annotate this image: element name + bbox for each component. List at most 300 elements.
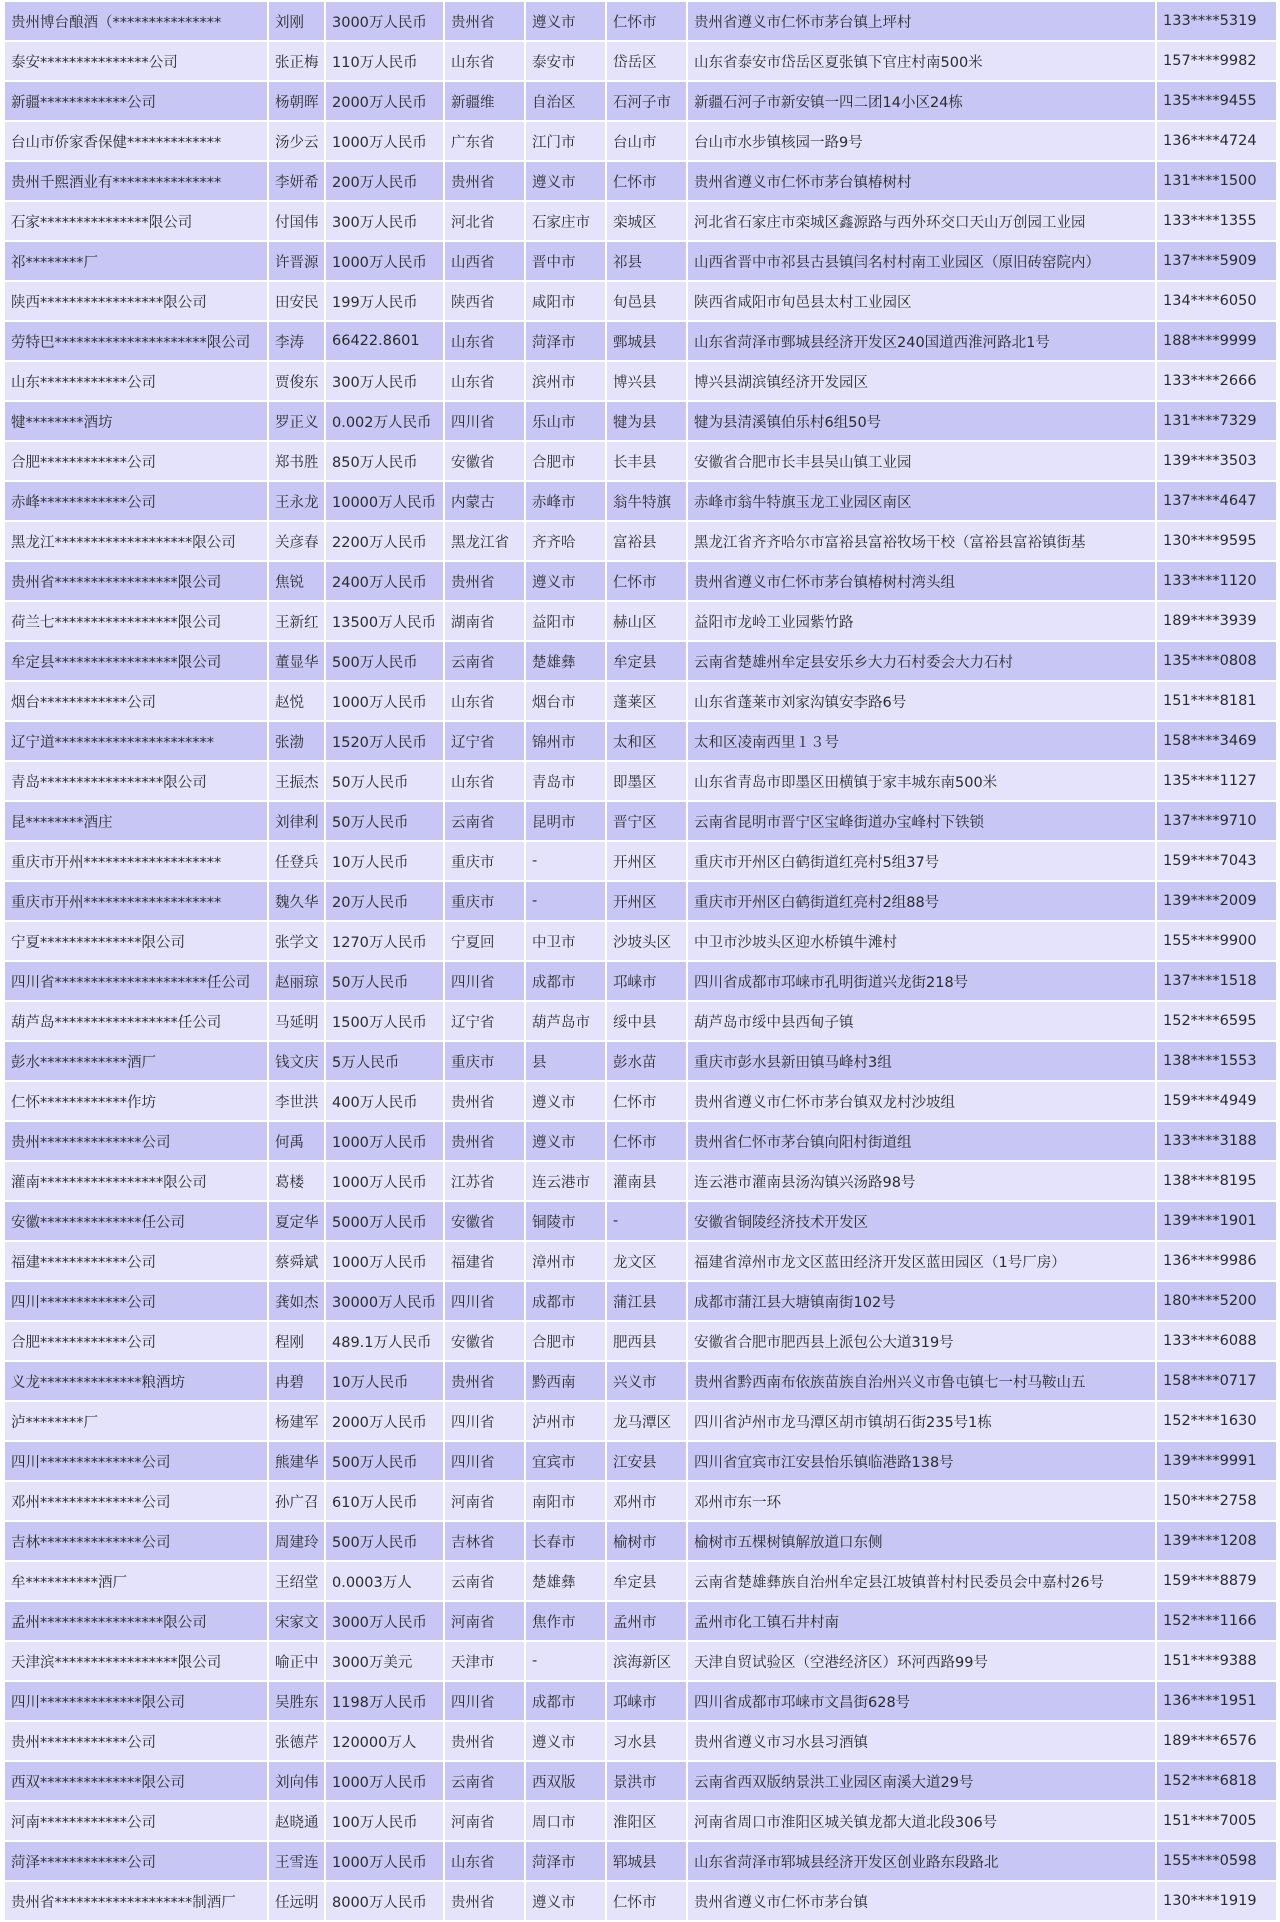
registered-capital-cell: 110万人民币: [326, 42, 443, 80]
city-cell: 赤峰市: [526, 482, 605, 520]
phone-cell: 139****2009: [1157, 882, 1276, 920]
table-row: [5, 1402, 1276, 1440]
city-cell: 泸州市: [526, 1402, 605, 1440]
province-cell: 辽宁省: [445, 722, 524, 760]
legal-representative-cell: 魏久华: [269, 882, 324, 920]
legal-representative-cell: 王雪连: [269, 1842, 324, 1880]
district-cell: 习水县: [607, 1722, 686, 1760]
address-cell: 山东省菏泽市郓城县经济开发区创业路东段路北: [688, 1842, 1155, 1880]
company-name-cell: 贵州************公司: [5, 1722, 267, 1760]
company-name-cell: 黑龙江*******************限公司: [5, 522, 267, 560]
registered-capital-cell: 199万人民币: [326, 282, 443, 320]
address-cell: 犍为县清溪镇伯乐村6组50号: [688, 402, 1155, 440]
legal-representative-cell: 刘向伟: [269, 1762, 324, 1800]
company-name-cell: 重庆市开州*******************: [5, 842, 267, 880]
table-row: [5, 882, 1276, 920]
legal-representative-cell: 任登兵: [269, 842, 324, 880]
table-row: [5, 802, 1276, 840]
city-cell: 益阳市: [526, 602, 605, 640]
legal-representative-cell: 赵悦: [269, 682, 324, 720]
legal-representative-cell: 董显华: [269, 642, 324, 680]
table-row: [5, 1282, 1276, 1320]
phone-cell: 159****8879: [1157, 1562, 1276, 1600]
address-cell: 赤峰市翁牛特旗玉龙工业园区南区: [688, 482, 1155, 520]
address-cell: 贵州省遵义市仁怀市茅台镇上坪村: [688, 2, 1155, 40]
province-cell: 云南省: [445, 642, 524, 680]
company-name-cell: 天津滨*****************限公司: [5, 1642, 267, 1680]
city-cell: 漳州市: [526, 1242, 605, 1280]
province-cell: 山东省: [445, 322, 524, 360]
registered-capital-cell: 50万人民币: [326, 802, 443, 840]
province-cell: 重庆市: [445, 842, 524, 880]
address-cell: 山东省青岛市即墨区田横镇于家丰城东南500米: [688, 762, 1155, 800]
legal-representative-cell: 熊建华: [269, 1442, 324, 1480]
registered-capital-cell: 1000万人民币: [326, 122, 443, 160]
phone-cell: 133****1355: [1157, 202, 1276, 240]
phone-cell: 189****6576: [1157, 1722, 1276, 1760]
company-name-cell: 灌南*****************限公司: [5, 1162, 267, 1200]
registered-capital-cell: 5000万人民币: [326, 1202, 443, 1240]
company-name-cell: 义龙**************粮酒坊: [5, 1362, 267, 1400]
phone-cell: 157****9982: [1157, 42, 1276, 80]
district-cell: 邛崃市: [607, 962, 686, 1000]
city-cell: 石家庄市: [526, 202, 605, 240]
company-name-cell: 泰安***************公司: [5, 42, 267, 80]
registered-capital-cell: 850万人民币: [326, 442, 443, 480]
company-name-cell: 邓州**************公司: [5, 1482, 267, 1520]
address-cell: 河北省石家庄市栾城区鑫源路与西外环交口天山万创园工业园: [688, 202, 1155, 240]
company-name-cell: 贵州省*******************制酒厂: [5, 1882, 267, 1920]
district-cell: 开州区: [607, 882, 686, 920]
registered-capital-cell: 3000万美元: [326, 1642, 443, 1680]
province-cell: 山东省: [445, 1842, 524, 1880]
table-row: [5, 1362, 1276, 1400]
city-cell: 成都市: [526, 1682, 605, 1720]
district-cell: 石河子市: [607, 82, 686, 120]
registered-capital-cell: 500万人民币: [326, 642, 443, 680]
city-cell: -: [526, 882, 605, 920]
registered-capital-cell: 2000万人民币: [326, 82, 443, 120]
city-cell: 遵义市: [526, 1722, 605, 1760]
province-cell: 山西省: [445, 242, 524, 280]
phone-cell: 150****2758: [1157, 1482, 1276, 1520]
company-name-cell: 四川**************公司: [5, 1442, 267, 1480]
table-row: [5, 1882, 1276, 1920]
table-row: [5, 602, 1276, 640]
legal-representative-cell: 吴胜东: [269, 1682, 324, 1720]
province-cell: 新疆维: [445, 82, 524, 120]
legal-representative-cell: 赵晓通: [269, 1802, 324, 1840]
legal-representative-cell: 杨朝晖: [269, 82, 324, 120]
province-cell: 福建省: [445, 1242, 524, 1280]
district-cell: 龙马潭区: [607, 1402, 686, 1440]
table-row: [5, 2, 1276, 40]
table-row: [5, 1242, 1276, 1280]
address-cell: 贵州省遵义市习水县习酒镇: [688, 1722, 1155, 1760]
legal-representative-cell: 汤少云: [269, 122, 324, 160]
company-name-cell: 宁夏**************限公司: [5, 922, 267, 960]
phone-cell: 130****9595: [1157, 522, 1276, 560]
province-cell: 四川省: [445, 1682, 524, 1720]
phone-cell: 152****1630: [1157, 1402, 1276, 1440]
table-row: [5, 1722, 1276, 1760]
company-name-cell: 四川省*********************任公司: [5, 962, 267, 1000]
province-cell: 山东省: [445, 762, 524, 800]
legal-representative-cell: 刘律利: [269, 802, 324, 840]
city-cell: 青岛市: [526, 762, 605, 800]
registered-capital-cell: 2400万人民币: [326, 562, 443, 600]
province-cell: 陕西省: [445, 282, 524, 320]
phone-cell: 180****5200: [1157, 1282, 1276, 1320]
registered-capital-cell: 0.0003万人: [326, 1562, 443, 1600]
phone-cell: 152****6595: [1157, 1002, 1276, 1040]
address-cell: 四川省成都市邛崃市文昌街628号: [688, 1682, 1155, 1720]
table-row: [5, 762, 1276, 800]
province-cell: 四川省: [445, 1442, 524, 1480]
city-cell: 泰安市: [526, 42, 605, 80]
company-name-cell: 陕西*****************限公司: [5, 282, 267, 320]
company-name-cell: 河南************公司: [5, 1802, 267, 1840]
address-cell: 福建省漳州市龙文区蓝田经济开发区蓝田园区（1号厂房）: [688, 1242, 1155, 1280]
district-cell: 长丰县: [607, 442, 686, 480]
registered-capital-cell: 1000万人民币: [326, 1762, 443, 1800]
legal-representative-cell: 李涛: [269, 322, 324, 360]
address-cell: 贵州省遵义市仁怀市茅台镇: [688, 1882, 1155, 1920]
province-cell: 天津市: [445, 1642, 524, 1680]
legal-representative-cell: 王振杰: [269, 762, 324, 800]
district-cell: 兴义市: [607, 1362, 686, 1400]
district-cell: 晋宁区: [607, 802, 686, 840]
company-name-cell: 牟**********酒厂: [5, 1562, 267, 1600]
company-name-cell: 重庆市开州*******************: [5, 882, 267, 920]
city-cell: 葫芦岛市: [526, 1002, 605, 1040]
registered-capital-cell: 66422.8601: [326, 322, 443, 360]
registered-capital-cell: 489.1万人民币: [326, 1322, 443, 1360]
address-cell: 榆树市五棵树镇解放道口东侧: [688, 1522, 1155, 1560]
phone-cell: 135****1127: [1157, 762, 1276, 800]
province-cell: 贵州省: [445, 562, 524, 600]
district-cell: 龙文区: [607, 1242, 686, 1280]
registered-capital-cell: 300万人民币: [326, 362, 443, 400]
legal-representative-cell: 喻正中: [269, 1642, 324, 1680]
company-name-cell: 贵州**************公司: [5, 1122, 267, 1160]
phone-cell: 136****4724: [1157, 122, 1276, 160]
phone-cell: 137****1518: [1157, 962, 1276, 1000]
phone-cell: 138****1553: [1157, 1042, 1276, 1080]
phone-cell: 133****2666: [1157, 362, 1276, 400]
province-cell: 河南省: [445, 1802, 524, 1840]
district-cell: 沙坡头区: [607, 922, 686, 960]
phone-cell: 133****3188: [1157, 1122, 1276, 1160]
address-cell: 中卫市沙坡头区迎水桥镇牛滩村: [688, 922, 1155, 960]
city-cell: 滨州市: [526, 362, 605, 400]
phone-cell: 155****0598: [1157, 1842, 1276, 1880]
province-cell: 内蒙古: [445, 482, 524, 520]
city-cell: 锦州市: [526, 722, 605, 760]
phone-cell: 137****9710: [1157, 802, 1276, 840]
table-row: [5, 242, 1276, 280]
table-row: [5, 42, 1276, 80]
legal-representative-cell: 任远明: [269, 1882, 324, 1920]
address-cell: 重庆市开州区白鹤街道红亮村2组88号: [688, 882, 1155, 920]
province-cell: 贵州省: [445, 1082, 524, 1120]
city-cell: 县: [526, 1042, 605, 1080]
company-name-cell: 四川**************限公司: [5, 1682, 267, 1720]
registered-capital-cell: 1520万人民币: [326, 722, 443, 760]
district-cell: 江安县: [607, 1442, 686, 1480]
company-name-cell: 彭水************酒厂: [5, 1042, 267, 1080]
company-name-cell: 山东************公司: [5, 362, 267, 400]
district-cell: 滨海新区: [607, 1642, 686, 1680]
company-name-cell: 祁********厂: [5, 242, 267, 280]
company-name-cell: 新疆************公司: [5, 82, 267, 120]
province-cell: 广东省: [445, 122, 524, 160]
district-cell: 郓城县: [607, 1842, 686, 1880]
table-row: [5, 362, 1276, 400]
company-name-cell: 福建************公司: [5, 1242, 267, 1280]
phone-cell: 135****0808: [1157, 642, 1276, 680]
company-name-cell: 劳特巴*********************限公司: [5, 322, 267, 360]
address-cell: 云南省楚雄州牟定县安乐乡大力石村委会大力石村: [688, 642, 1155, 680]
province-cell: 河北省: [445, 202, 524, 240]
province-cell: 安徽省: [445, 1322, 524, 1360]
registered-capital-cell: 3000万人民币: [326, 1602, 443, 1640]
legal-representative-cell: 冉碧: [269, 1362, 324, 1400]
table-row: [5, 122, 1276, 160]
province-cell: 安徽省: [445, 442, 524, 480]
province-cell: 湖南省: [445, 602, 524, 640]
company-name-cell: 安徽**************任公司: [5, 1202, 267, 1240]
district-cell: 邛崃市: [607, 1682, 686, 1720]
address-cell: 孟州市化工镇石井村南: [688, 1602, 1155, 1640]
address-cell: 贵州省仁怀市茅台镇向阳村街道组: [688, 1122, 1155, 1160]
table-row: [5, 162, 1276, 200]
city-cell: 遵义市: [526, 2, 605, 40]
table-row: [5, 962, 1276, 1000]
table-row: [5, 282, 1276, 320]
address-cell: 太和区凌南西里１３号: [688, 722, 1155, 760]
registered-capital-cell: 200万人民币: [326, 162, 443, 200]
city-cell: 自治区: [526, 82, 605, 120]
province-cell: 山东省: [445, 362, 524, 400]
company-name-cell: 烟台************公司: [5, 682, 267, 720]
address-cell: 台山市水步镇核园一路9号: [688, 122, 1155, 160]
phone-cell: 139****1901: [1157, 1202, 1276, 1240]
district-cell: 赫山区: [607, 602, 686, 640]
address-cell: 四川省宜宾市江安县怡乐镇临港路138号: [688, 1442, 1155, 1480]
company-name-cell: 吉林**************公司: [5, 1522, 267, 1560]
address-cell: 安徽省铜陵经济技术开发区: [688, 1202, 1155, 1240]
company-name-cell: 青岛*****************限公司: [5, 762, 267, 800]
legal-representative-cell: 赵丽琼: [269, 962, 324, 1000]
district-cell: 即墨区: [607, 762, 686, 800]
table-row: [5, 402, 1276, 440]
registered-capital-cell: 500万人民币: [326, 1522, 443, 1560]
table-row: [5, 842, 1276, 880]
registered-capital-cell: 1198万人民币: [326, 1682, 443, 1720]
legal-representative-cell: 付国伟: [269, 202, 324, 240]
district-cell: 仁怀市: [607, 1082, 686, 1120]
legal-representative-cell: 葛楼: [269, 1162, 324, 1200]
district-cell: 鄄城县: [607, 322, 686, 360]
legal-representative-cell: 周建玲: [269, 1522, 324, 1560]
table-row: [5, 1642, 1276, 1680]
phone-cell: 159****7043: [1157, 842, 1276, 880]
city-cell: 焦作市: [526, 1602, 605, 1640]
legal-representative-cell: 马延明: [269, 1002, 324, 1040]
city-cell: 咸阳市: [526, 282, 605, 320]
company-name-cell: 泸********厂: [5, 1402, 267, 1440]
city-cell: 长春市: [526, 1522, 605, 1560]
address-cell: 黑龙江省齐齐哈尔市富裕县富裕牧场干校（富裕县富裕镇街基: [688, 522, 1155, 560]
district-cell: 翁牛特旗: [607, 482, 686, 520]
province-cell: 贵州省: [445, 1362, 524, 1400]
registered-capital-cell: 500万人民币: [326, 1442, 443, 1480]
table-row: [5, 1762, 1276, 1800]
city-cell: 遵义市: [526, 1882, 605, 1920]
city-cell: 楚雄彝: [526, 1562, 605, 1600]
table-row: [5, 1442, 1276, 1480]
registered-capital-cell: 120000万人: [326, 1722, 443, 1760]
legal-representative-cell: 贾俊东: [269, 362, 324, 400]
phone-cell: 133****6088: [1157, 1322, 1276, 1360]
company-name-cell: 石家***************限公司: [5, 202, 267, 240]
address-cell: 四川省成都市邛崃市孔明街道兴龙街218号: [688, 962, 1155, 1000]
city-cell: 成都市: [526, 962, 605, 1000]
address-cell: 成都市蒲江县大塘镇南街102号: [688, 1282, 1155, 1320]
province-cell: 贵州省: [445, 1722, 524, 1760]
city-cell: 遵义市: [526, 562, 605, 600]
legal-representative-cell: 焦锐: [269, 562, 324, 600]
company-name-cell: 昆********酒庄: [5, 802, 267, 840]
city-cell: 遵义市: [526, 162, 605, 200]
province-cell: 贵州省: [445, 2, 524, 40]
address-cell: 云南省楚雄彝族自治州牟定县江坡镇普村村民委员会中嘉村26号: [688, 1562, 1155, 1600]
district-cell: 祁县: [607, 242, 686, 280]
registered-capital-cell: 10万人民币: [326, 1362, 443, 1400]
registered-capital-cell: 1000万人民币: [326, 1162, 443, 1200]
address-cell: 葫芦岛市绥中县西甸子镇: [688, 1002, 1155, 1040]
address-cell: 安徽省合肥市长丰县吴山镇工业园: [688, 442, 1155, 480]
phone-cell: 151****7005: [1157, 1802, 1276, 1840]
district-cell: 仁怀市: [607, 562, 686, 600]
address-cell: 连云港市灌南县汤沟镇兴汤路98号: [688, 1162, 1155, 1200]
phone-cell: 158****0717: [1157, 1362, 1276, 1400]
company-name-cell: 犍********酒坊: [5, 402, 267, 440]
province-cell: 重庆市: [445, 1042, 524, 1080]
table-row: [5, 642, 1276, 680]
registered-capital-cell: 2000万人民币: [326, 1402, 443, 1440]
table-row: [5, 482, 1276, 520]
address-cell: 河南省周口市淮阳区城关镇龙都大道北段306号: [688, 1802, 1155, 1840]
legal-representative-cell: 田安民: [269, 282, 324, 320]
phone-cell: 137****4647: [1157, 482, 1276, 520]
province-cell: 四川省: [445, 962, 524, 1000]
city-cell: 合肥市: [526, 1322, 605, 1360]
district-cell: 仁怀市: [607, 1882, 686, 1920]
district-cell: 旬邑县: [607, 282, 686, 320]
legal-representative-cell: 宋家文: [269, 1602, 324, 1640]
phone-cell: 131****1500: [1157, 162, 1276, 200]
address-cell: 贵州省黔西南布依族苗族自治州兴义市鲁屯镇七一村马鞍山五: [688, 1362, 1155, 1400]
phone-cell: 155****9900: [1157, 922, 1276, 960]
city-cell: -: [526, 842, 605, 880]
address-cell: 博兴县湖滨镇经济开发园区: [688, 362, 1155, 400]
district-cell: 景洪市: [607, 1762, 686, 1800]
company-name-cell: 孟州*****************限公司: [5, 1602, 267, 1640]
phone-cell: 151****8181: [1157, 682, 1276, 720]
city-cell: 成都市: [526, 1282, 605, 1320]
table-row: [5, 1082, 1276, 1120]
table-row: [5, 922, 1276, 960]
legal-representative-cell: 王永龙: [269, 482, 324, 520]
address-cell: 安徽省合肥市肥西县上派包公大道319号: [688, 1322, 1155, 1360]
phone-cell: 133****1120: [1157, 562, 1276, 600]
company-name-cell: 葫芦岛*****************任公司: [5, 1002, 267, 1040]
phone-cell: 158****3469: [1157, 722, 1276, 760]
table-row: [5, 1602, 1276, 1640]
province-cell: 山东省: [445, 682, 524, 720]
district-cell: 榆树市: [607, 1522, 686, 1560]
table-row: [5, 1002, 1276, 1040]
legal-representative-cell: 许晋源: [269, 242, 324, 280]
registered-capital-cell: 20万人民币: [326, 882, 443, 920]
table-row: [5, 722, 1276, 760]
legal-representative-cell: 何禹: [269, 1122, 324, 1160]
province-cell: 河南省: [445, 1602, 524, 1640]
district-cell: 蒲江县: [607, 1282, 686, 1320]
legal-representative-cell: 李妍希: [269, 162, 324, 200]
phone-cell: 189****3939: [1157, 602, 1276, 640]
district-cell: 仁怀市: [607, 1122, 686, 1160]
company-name-cell: 贵州省*****************限公司: [5, 562, 267, 600]
city-cell: 昆明市: [526, 802, 605, 840]
registered-capital-cell: 13500万人民币: [326, 602, 443, 640]
table-row: [5, 562, 1276, 600]
city-cell: 江门市: [526, 122, 605, 160]
company-name-cell: 荷兰七*****************限公司: [5, 602, 267, 640]
company-name-cell: 辽宁道**********************: [5, 722, 267, 760]
company-name-cell: 合肥************公司: [5, 442, 267, 480]
table-row: [5, 1122, 1276, 1160]
company-name-cell: 合肥************公司: [5, 1322, 267, 1360]
district-cell: 太和区: [607, 722, 686, 760]
city-cell: -: [526, 1642, 605, 1680]
province-cell: 重庆市: [445, 882, 524, 920]
legal-representative-cell: 郑书胜: [269, 442, 324, 480]
address-cell: 四川省泸州市龙马潭区胡市镇胡石街235号1栋: [688, 1402, 1155, 1440]
registered-capital-cell: 3000万人民币: [326, 2, 443, 40]
legal-representative-cell: 关彦春: [269, 522, 324, 560]
legal-representative-cell: 张渤: [269, 722, 324, 760]
district-cell: 栾城区: [607, 202, 686, 240]
registered-capital-cell: 1000万人民币: [326, 1842, 443, 1880]
phone-cell: 159****4949: [1157, 1082, 1276, 1120]
legal-representative-cell: 张正梅: [269, 42, 324, 80]
district-cell: 蓬莱区: [607, 682, 686, 720]
company-table: [3, 0, 1278, 1922]
table-row: [5, 1042, 1276, 1080]
registered-capital-cell: 10万人民币: [326, 842, 443, 880]
phone-cell: 152****1166: [1157, 1602, 1276, 1640]
province-cell: 四川省: [445, 1402, 524, 1440]
address-cell: 益阳市龙岭工业园紫竹路: [688, 602, 1155, 640]
table-row: [5, 1322, 1276, 1360]
address-cell: 陕西省咸阳市旬邑县太村工业园区: [688, 282, 1155, 320]
legal-representative-cell: 张德芹: [269, 1722, 324, 1760]
phone-cell: 136****1951: [1157, 1682, 1276, 1720]
address-cell: 云南省昆明市晋宁区宝峰街道办宝峰村下铁锁: [688, 802, 1155, 840]
